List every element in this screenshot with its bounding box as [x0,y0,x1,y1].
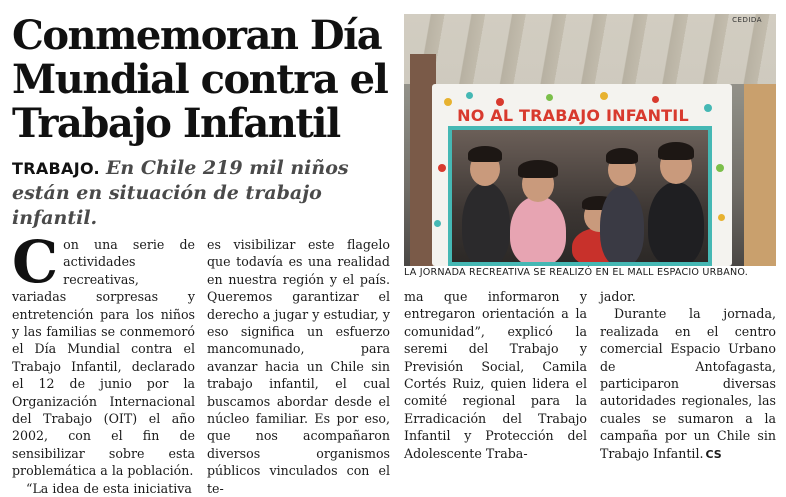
photo-frame-border [448,126,712,266]
body-paragraph-1 [12,228,195,480]
deck [12,156,397,231]
confetti-dot [546,94,553,101]
body-paragraph-3-text: Durante la jornada, realizada en el centro comercial Espacio Urbano de Antofagasta, participaron diversas autoridades regionales, las cuales se sumaron a la campaña por un Chile sin Trabajo Infantil. [600,306,776,461]
body-paragraph-2-cont: es visibilizar este flagelo que todavía es una realidad en nuestra región y el país. Queremos garantizar el derecho a jugar y estudiar, y eso significa un esfuerzo mancomunado, para avanzar hacia un Chile sin trabajo infantil, el cual buscamos abordar desde el núcleo familiar. Es por eso, que nos acompañaron diversos organismos públicos vinculados con el te- [207,237,390,496]
photo-roof [404,14,776,84]
frame-sign-text: NO AL TRABAJO INFANTIL [457,106,689,125]
headline: Conmemoran Día Mundial contra el Trabajo Infantil [12,12,388,147]
confetti-dot [718,214,725,221]
body-paragraph-2-end: jador. [600,289,636,304]
body-paragraph-3 [600,305,776,463]
confetti-dot [434,220,441,227]
body-paragraph-2-start: “La idea de esta iniciativa [26,480,192,496]
confetti-dot [600,92,608,100]
body-column-4 [600,288,776,463]
confetti-dot [716,164,724,172]
article-photo [404,14,776,266]
kicker: TRABAJO. [12,159,100,178]
body-paragraph-1-text: on una serie de actividades recreativas, variadas sorpresas y entretención para los niños y las familias se conmemoró el Día Mundial contra el Trabajo Infantil, declarado el 12 de junio por la Organización Internacional del Trabajo (OIT) el año 2002, con el fin de sensibilizar sobre esta problemática a la población. [12,237,195,479]
end-mark: CS [705,447,722,461]
confetti-dot [496,98,504,106]
confetti-dot [466,92,473,99]
body-column-2 [207,236,390,497]
confetti-dot [438,164,446,172]
confetti-dot [444,98,452,106]
body-column-3 [404,288,587,462]
confetti-dot [704,104,712,112]
confetti-dot [652,96,659,103]
drop-cap: C [12,228,59,296]
body-column-1 [12,228,195,497]
photo-credit: CEDIDA [732,16,762,24]
photo-caption: LA JORNADA RECREATIVA SE REALIZÓ EN EL MALL ESPACIO URBANO. [404,267,749,278]
body-paragraph-2-cont2: ma que informaron y entregaron orientación a la comunidad”, explicó la seremi del Trabajo y Previsión Social, Camila Cortés Ruiz, quien lidera el comité regional para la Erradicación del Trabajo Infantil y Protección del Adolescente Traba- [404,289,587,461]
photo-pillar-right [744,84,776,266]
summary: En Chile 219 mil niños están en situación de trabajo infantil. [12,157,349,229]
